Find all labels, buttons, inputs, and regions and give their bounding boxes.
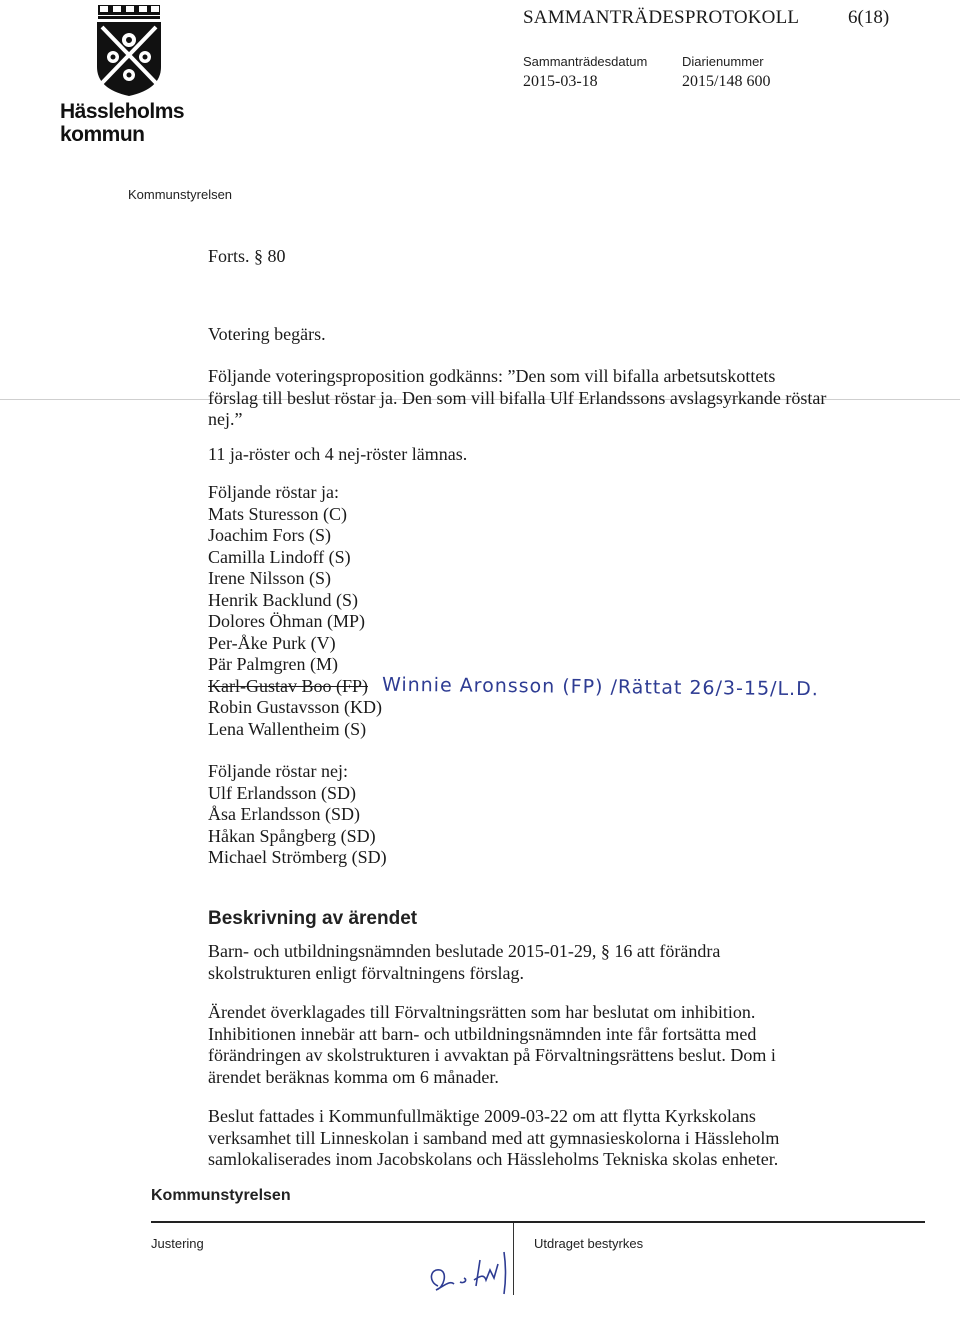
yes-voter: Camilla Lindoff (S) xyxy=(208,546,351,567)
registration-number-label: Diarienummer xyxy=(682,54,764,69)
handwritten-initials-signature xyxy=(424,1246,520,1298)
no-voter: Åsa Erlandsson (SD) xyxy=(208,804,360,824)
no-voter: Håkan Spångberg (SD) xyxy=(208,825,376,846)
yes-voter-struck-through: Karl-Gustav Boo (FP) xyxy=(208,675,368,696)
yes-voter: Robin Gustavsson (KD) xyxy=(208,697,382,717)
municipality-logo-text xyxy=(60,100,184,146)
vote-proposition-paragraph: Följande voteringsproposition godkänns: ”Den som vill bifalla arbetsutskottets förslag till beslut röstar ja. Den som vill bifalla Ulf Erlandssons avslagsyrkande röstar nej.” xyxy=(208,366,827,429)
description-paragraph: Beslut fattades i Kommunfullmäktige 2009-03-22 om att flytta Kyrkskolans verksamhet till Linneskolan i samband med att gymnasieskolorna i Hässleholm samlokaliserades inom Jacobskolans och Hässleholms Tekniska skolas enheter. xyxy=(208,1106,780,1169)
yes-voter: Pär Palmgren (M) xyxy=(208,654,338,674)
committee-name: Kommunstyrelsen xyxy=(128,187,233,202)
document-type-title: SAMMANTRÄDESPROTOKOLL xyxy=(523,7,800,28)
yes-voter: Henrik Backlund (S) xyxy=(208,589,358,610)
description-paragraph: Barn- och utbildningsnämnden beslutade 2015-01-29, § 16 att förändra skolstrukturen enligt förvaltningens förslag. xyxy=(208,941,721,983)
justering-label: Justering xyxy=(151,1236,204,1251)
continued-section-ref: Forts. § 80 xyxy=(208,246,286,266)
yes-voter: Per-Åke Purk (V) xyxy=(208,632,336,653)
meeting-date-label: Sammanträdesdatum xyxy=(523,54,648,69)
description-paragraph: Ärendet överklagades till Förvaltningsrätten som har beslutat om inhibition. Inhibitionen innebär att barn- och utbildningsnämnden inte får fortsätta med förändringen av skolstrukturen i avvaktan på Förvaltningsrättens beslut. Dom i ärendet beräknas komma om 6 månader. xyxy=(208,1002,776,1087)
section-heading: Beskrivning av ärendet xyxy=(208,908,418,929)
yes-voter: Dolores Öhman (MP) xyxy=(208,611,365,631)
yes-voter: Joachim Fors (S) xyxy=(208,525,331,545)
vote-result-text: 11 ja-röster och 4 nej-röster lämnas. xyxy=(208,444,468,464)
meeting-date: 2015-03-18 xyxy=(523,73,598,90)
yes-voter: Mats Sturesson (C) xyxy=(208,503,347,524)
no-voters-block xyxy=(208,761,387,869)
registration-number: 2015/148 600 xyxy=(682,73,771,90)
certified-extract-label: Utdraget bestyrkes xyxy=(534,1236,644,1251)
footer-committee-name: Kommunstyrelsen xyxy=(151,1187,291,1204)
no-voter: Michael Strömberg (SD) xyxy=(208,847,387,867)
handwritten-correction-note: Winnie Aronsson (FP) /Rättat 26/3-15/L.D. xyxy=(381,673,819,701)
footer-rule xyxy=(151,1221,925,1223)
no-voter: Ulf Erlandsson (SD) xyxy=(208,782,356,803)
yes-voters-block xyxy=(208,482,382,740)
yes-voter: Irene Nilsson (S) xyxy=(208,568,331,588)
yes-voters-heading: Följande röstar ja: xyxy=(208,482,339,502)
no-voters-heading: Följande röstar nej: xyxy=(208,761,348,781)
logo-line-1: Hässleholms xyxy=(60,100,185,123)
vote-requested-text: Votering begärs. xyxy=(208,324,326,344)
municipality-coat-of-arms-icon xyxy=(96,5,162,97)
logo-line-2: kommun xyxy=(60,123,145,146)
yes-voter: Lena Wallentheim (S) xyxy=(208,718,367,739)
page-number: 6(18) xyxy=(848,7,890,28)
